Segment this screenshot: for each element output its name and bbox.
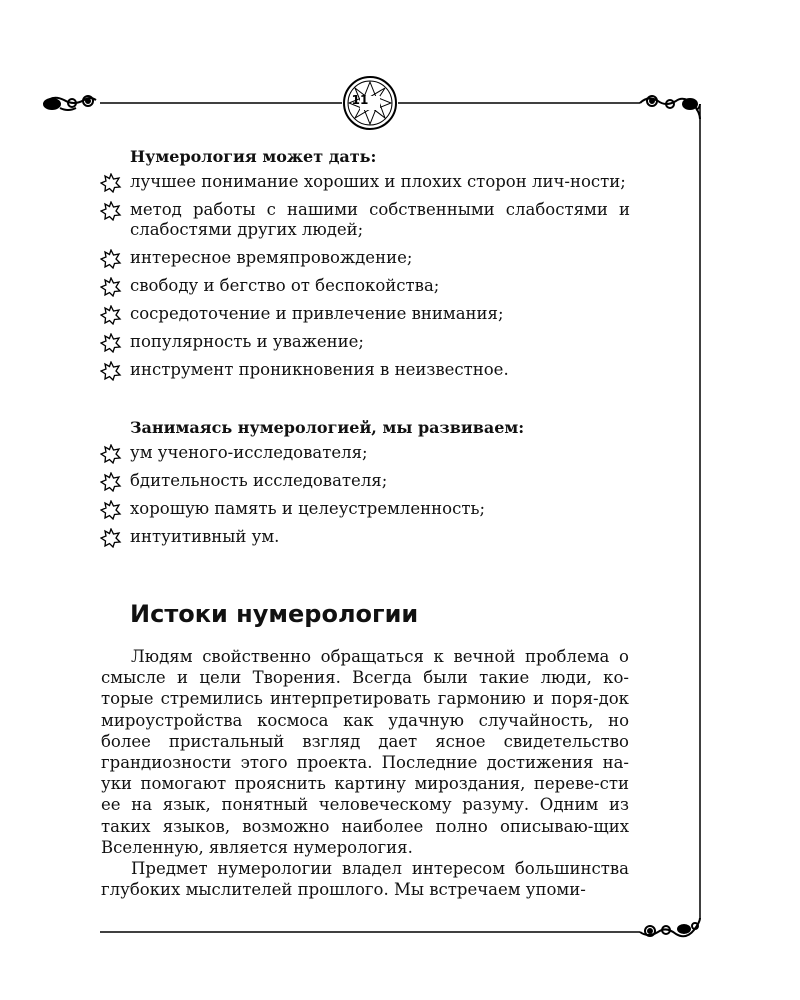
page-number: 11 <box>351 93 369 107</box>
list-item: интуитивный ум. <box>100 527 630 547</box>
list-item: свободу и бегство от беспокойства; <box>100 276 630 296</box>
list-item: инструмент проникновения в неизвестное. <box>100 360 630 380</box>
star-bullet-icon <box>100 361 122 381</box>
star-bullet-icon <box>100 277 122 297</box>
paragraph: Предмет нумерологии владел интересом большинства глубоких мыслителей прошлого. Мы встречаем упоми- <box>101 859 629 900</box>
list-item: лучшее понимание хороших и плохих сторон лич-ности; <box>100 172 630 192</box>
flourish-top-left-icon <box>44 96 96 110</box>
skills-list <box>100 443 630 555</box>
paragraph: Людям свойственно обращаться к вечной проблема о смысле и цели Творения. Всегда были такие люди, ко-торые стремились интерпретировать гармонию и поря-док мироустройства космоса как удачную случайность, но более пристальный взгляд дает ясное свидетельство грандиозности этого проекта. Последние достижения на-уки помогают прояснить картину мироздания, переве-сти ее на язык, понятный человеческому разуму. Одним из таких языков, возможно наиболее полно описываю-щих Вселенную, является нумерология. <box>101 647 629 857</box>
chapter-title: Истоки нумерологии <box>130 600 419 628</box>
list-item: метод работы с нашими собственными слабостями и слабостями других людей; <box>100 200 630 240</box>
list-item: бдительность исследователя; <box>100 471 630 491</box>
list-item: сосредоточение и привлечение внимания; <box>100 304 630 324</box>
star-bullet-icon <box>100 333 122 353</box>
star-bullet-icon <box>100 201 122 221</box>
flourish-bottom-right-icon <box>640 918 700 936</box>
list-item: ум ученого-исследователя; <box>100 443 630 463</box>
star-bullet-icon <box>100 528 122 548</box>
section-heading: Занимаясь нумерологией, мы развиваем: <box>130 418 525 437</box>
benefits-list <box>100 172 630 388</box>
list-item: интересное времяпровождение; <box>100 248 630 268</box>
list-item: хорошую память и целеустремленность; <box>100 499 630 519</box>
star-bullet-icon <box>100 249 122 269</box>
chapter-body <box>101 646 629 900</box>
star-bullet-icon <box>100 472 122 492</box>
section-heading: Нумерология может дать: <box>130 147 377 166</box>
star-bullet-icon <box>100 173 122 193</box>
star-bullet-icon <box>100 444 122 464</box>
star-bullet-icon <box>100 305 122 325</box>
list-item: популярность и уважение; <box>100 332 630 352</box>
star-bullet-icon <box>100 500 122 520</box>
flourish-top-right-icon <box>640 96 700 119</box>
